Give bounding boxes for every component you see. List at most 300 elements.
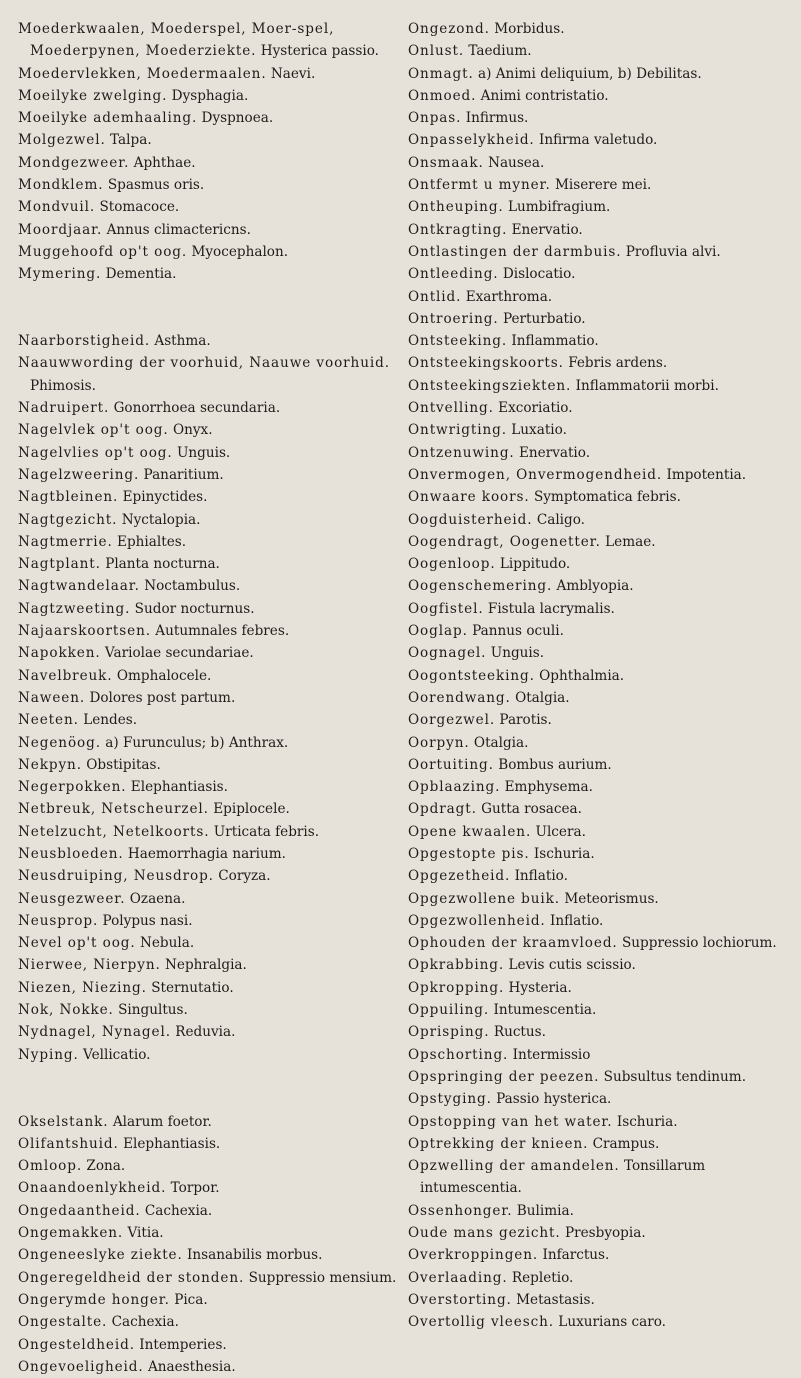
dictionary-entry: [18, 709, 398, 731]
entry-latin: Otalgia.: [473, 734, 529, 751]
entry-latin: Morbidus.: [494, 21, 565, 37]
dictionary-entry: [18, 486, 398, 508]
entry-latin: Taedium.: [468, 43, 532, 60]
dictionary-entry: [18, 1111, 398, 1133]
entry-latin: Ulcera.: [535, 823, 586, 840]
entry-latin: Enervatio.: [518, 444, 591, 461]
entry-term: Ongevoeligheid.: [18, 1358, 144, 1375]
dictionary-entry: [408, 419, 793, 441]
entry-term: Moeilyke zwelging.: [18, 87, 168, 104]
entry-latin: Omphalocele.: [116, 667, 212, 684]
dictionary-entry: [408, 330, 793, 352]
entry-term: Opstyging.: [408, 1091, 492, 1108]
entry-term: Mondklem.: [18, 177, 104, 194]
entry-term: Opkropping.: [408, 979, 505, 996]
dictionary-entry: [408, 1111, 793, 1133]
entry-term: Onmagt.: [408, 65, 474, 82]
entry-latin: Intermissio: [512, 1046, 591, 1063]
dictionary-entry: [408, 1222, 793, 1244]
entry-latin: Ophthalmia.: [539, 667, 625, 684]
entry-term: Opdragt.: [408, 801, 477, 818]
dictionary-entry: [408, 642, 793, 664]
entry-latin: Ozaena.: [129, 890, 186, 907]
entry-latin: Talpa.: [110, 132, 152, 149]
dictionary-entry: [18, 1133, 398, 1155]
entry-term: Moordjaar.: [18, 221, 103, 238]
dictionary-entry: [408, 977, 793, 999]
entry-term: Ontsteekingsziekten.: [408, 377, 572, 394]
entry-latin: Asthma.: [154, 333, 211, 350]
entry-latin: Planta nocturna.: [105, 556, 220, 573]
entry-term: Nierwee, Nierpyn.: [18, 957, 161, 974]
dictionary-entry: [408, 531, 793, 553]
dictionary-entry: [408, 709, 793, 731]
entry-latin: Subsultus tendinum.: [603, 1068, 747, 1085]
dictionary-entry: [408, 1133, 793, 1155]
entry-latin: Elephantiasis.: [130, 779, 228, 796]
dictionary-entry: [408, 754, 793, 776]
dictionary-entry: [18, 241, 398, 263]
entry-latin: Intemperies.: [139, 1336, 227, 1353]
section-gap: [18, 1066, 398, 1111]
entry-term: Ontvelling.: [408, 400, 494, 417]
dictionary-entry: [408, 553, 793, 575]
entry-term: Najaarskoortsen.: [18, 623, 151, 640]
dictionary-entry: [18, 442, 398, 464]
entry-term: Nagelvlies op't oog.: [18, 444, 173, 461]
entry-latin: Fistula lacrymalis.: [487, 600, 615, 617]
entry-latin: Animi contristatio.: [480, 87, 609, 104]
entry-term: Moedervlekken, Moedermaalen.: [18, 65, 267, 82]
entry-latin: Variolae secundariae.: [104, 645, 254, 662]
dictionary-entry: [18, 1044, 398, 1066]
dictionary-entry: [408, 687, 793, 709]
dictionary-entry: [18, 620, 398, 642]
entry-latin: Anaesthesia.: [147, 1358, 236, 1375]
entry-latin: Annus climactericns.: [106, 221, 251, 238]
dictionary-entry: [408, 843, 793, 865]
entry-latin: Bombus aurium.: [498, 756, 612, 773]
dictionary-entry: [18, 1177, 398, 1199]
entry-latin: Perturbatio.: [502, 310, 586, 327]
entry-term: Onlust.: [408, 43, 465, 60]
dictionary-entry: [18, 1311, 398, 1333]
dictionary-entry: [408, 1155, 793, 1200]
entry-latin: Amblyopia.: [556, 578, 634, 595]
entry-latin: Bulimia.: [516, 1202, 574, 1219]
dictionary-entry: [18, 18, 398, 63]
entry-term: Ontlid.: [408, 288, 462, 305]
entry-latin: Caligo.: [536, 511, 585, 528]
entry-term: Negenöog.: [18, 734, 101, 751]
entry-latin: Inflatio.: [549, 912, 604, 929]
dictionary-entry: [408, 776, 793, 798]
dictionary-entry: [408, 1267, 793, 1289]
dictionary-entry: [18, 1289, 398, 1311]
dictionary-entry: [408, 1088, 793, 1110]
entry-term: Nagtmerrie.: [18, 533, 113, 550]
entry-term: Ophouden der kraamvloed.: [408, 935, 618, 952]
entry-term: Oogendragt, Oogenetter.: [408, 533, 601, 550]
entry-term: Nagtbleinen.: [18, 489, 119, 506]
entry-term: Netelzucht, Netelkoorts.: [18, 823, 210, 840]
dictionary-entry: [408, 1311, 793, 1333]
entry-term: Ongezond.: [408, 21, 490, 37]
entry-term: Oprisping.: [408, 1024, 490, 1041]
entry-term: Ontwrigting.: [408, 422, 507, 439]
entry-term: Overlaading.: [408, 1269, 508, 1286]
entry-latin: Exarthroma.: [465, 288, 553, 305]
right-column: [408, 18, 793, 1334]
entry-latin: Nebula.: [139, 935, 195, 952]
entry-latin: Pica.: [174, 1291, 208, 1308]
dictionary-entry: [408, 196, 793, 218]
dictionary-entry: [408, 598, 793, 620]
dictionary-entry: [18, 352, 398, 397]
dictionary-entry: [408, 85, 793, 107]
entry-latin: Alarum foetor.: [112, 1113, 212, 1130]
entry-latin: Onyx.: [172, 422, 213, 439]
entry-term: Optrekking der knieen.: [408, 1135, 589, 1152]
entry-latin: Epiplocele.: [213, 801, 290, 818]
dictionary-entry: [408, 375, 793, 397]
entry-latin: Crampus.: [592, 1135, 660, 1152]
entry-latin: Pannus oculi.: [472, 623, 564, 640]
dictionary-entry: [18, 1267, 398, 1289]
entry-term: Opgestopte pis.: [408, 845, 530, 862]
entry-term: Opstopping van het water.: [408, 1113, 613, 1130]
entry-term: Neusprop.: [18, 912, 99, 929]
entry-latin: Torpor.: [170, 1180, 220, 1197]
entry-term: Nekpyn.: [18, 756, 82, 773]
dictionary-entry: [18, 196, 398, 218]
entry-latin: Profluvia alvi.: [625, 243, 721, 260]
dictionary-entry: [18, 397, 398, 419]
entry-term: Nyping.: [18, 1046, 79, 1063]
entry-term: Oorgezwel.: [408, 712, 496, 729]
entry-term: Moeilyke ademhaaling.: [18, 110, 198, 127]
entry-latin: Gonorrhoea secundaria.: [113, 400, 281, 417]
entry-term: Neusdruiping, Neusdrop.: [18, 868, 214, 885]
entry-latin: Symptomatica febris.: [533, 489, 681, 506]
entry-latin: Tonsillarum intumescentia.: [420, 1158, 706, 1197]
entry-term: Ontlastingen der darmbuis.: [408, 243, 622, 260]
entry-latin: Otalgia.: [515, 689, 570, 706]
entry-term: Ongeregeldheid der stonden.: [18, 1269, 245, 1286]
entry-term: Olifantshuid.: [18, 1135, 119, 1152]
entry-term: Oogfistel.: [408, 600, 484, 617]
entry-latin: Stomacoce.: [99, 199, 180, 216]
entry-term: Onwaare koors.: [408, 489, 530, 506]
entry-term: Ontfermt u myner.: [408, 177, 551, 194]
dictionary-entry: [408, 509, 793, 531]
entry-term: Naarborstigheid.: [18, 333, 151, 350]
dictionary-entry: [18, 798, 398, 820]
dictionary-entry: [408, 486, 793, 508]
entry-latin: Dysphagia.: [171, 87, 249, 104]
dictionary-entry: [18, 1244, 398, 1266]
entry-term: Molgezwel.: [18, 132, 106, 149]
entry-term: Opschorting.: [408, 1046, 509, 1063]
entry-term: Onsmaak.: [408, 154, 484, 171]
entry-term: Ongedaantheid.: [18, 1202, 141, 1219]
dictionary-entry: [408, 954, 793, 976]
entry-latin: Inflatio.: [514, 868, 568, 885]
entry-latin: Passio hysterica.: [496, 1091, 612, 1108]
entry-latin: Unguis.: [490, 645, 545, 662]
entry-latin: Sudor nocturnus.: [134, 600, 255, 617]
entry-term: Opspringing der peezen.: [408, 1068, 600, 1085]
dictionary-entry: [18, 1155, 398, 1177]
entry-term: Opkrabbing.: [408, 957, 505, 974]
dictionary-entry: [18, 954, 398, 976]
entry-term: Omloop.: [18, 1158, 83, 1175]
dictionary-entry: [408, 910, 793, 932]
dictionary-entry: [408, 1021, 793, 1043]
entry-latin: Meteorismus.: [564, 890, 659, 907]
entry-latin: a) Animi deliquium, b) Debilitas.: [478, 65, 702, 82]
entry-latin: Ischuria.: [533, 845, 595, 862]
dictionary-entry: [408, 932, 793, 954]
entry-term: Niezen, Niezing.: [18, 979, 147, 996]
entry-latin: Zona.: [86, 1158, 126, 1175]
dictionary-entry: [18, 821, 398, 843]
entry-term: Ossenhonger.: [408, 1202, 513, 1219]
entry-latin: Myocephalon.: [191, 243, 289, 260]
left-column: [18, 18, 398, 1378]
entry-term: Opzwelling der amandelen.: [408, 1158, 620, 1175]
dictionary-entry: [408, 63, 793, 85]
entry-term: Mymering.: [18, 266, 102, 283]
dictionary-entry: [408, 397, 793, 419]
entry-latin: Parotis.: [499, 712, 552, 729]
entry-term: Netbreuk, Netscheurzel.: [18, 801, 209, 818]
entry-term: Ontsteeking.: [408, 333, 508, 350]
entry-latin: Nausea.: [488, 154, 545, 171]
entry-latin: Hysterica passio.: [260, 43, 379, 60]
entry-latin: Lendes.: [83, 712, 138, 729]
entry-latin: Elephantiasis.: [123, 1135, 221, 1152]
entry-term: Ontheuping.: [408, 199, 504, 216]
dictionary-entry: [18, 888, 398, 910]
entry-term: Oppuiling.: [408, 1002, 490, 1019]
entry-latin: Vellicatio.: [83, 1046, 151, 1063]
entry-term: Overstorting.: [408, 1291, 512, 1308]
entry-latin: Obstipitas.: [86, 756, 161, 773]
entry-latin: Epinyctides.: [122, 489, 208, 506]
entry-latin: Infirma valetudo.: [538, 132, 658, 149]
entry-term: Ontsteekingskoorts.: [408, 355, 564, 372]
entry-latin: Luxatio.: [511, 422, 567, 439]
dictionary-entry: [18, 598, 398, 620]
entry-latin: Sternutatio.: [151, 979, 234, 996]
dictionary-entry: [408, 286, 793, 308]
dictionary-entry: [408, 798, 793, 820]
entry-latin: Reduvia.: [175, 1024, 236, 1041]
entry-latin: Ructus.: [493, 1024, 546, 1041]
entry-latin: Ephialtes.: [117, 533, 187, 550]
entry-term: Muggehoofd op't oog.: [18, 243, 188, 260]
entry-latin: Spasmus oris.: [107, 177, 205, 194]
entry-term: Ontleeding.: [408, 266, 499, 283]
entry-term: Oognagel.: [408, 645, 487, 662]
entry-latin: Dementia.: [105, 266, 177, 283]
dictionary-entry: [408, 219, 793, 241]
entry-term: Onvermogen, Onvermogendheid.: [408, 466, 663, 483]
entry-latin: Nephralgia.: [165, 957, 247, 974]
entry-latin: Insanabilis morbus.: [187, 1247, 323, 1264]
entry-latin: Metastasis.: [516, 1291, 595, 1308]
entry-latin: Autumnales febres.: [155, 623, 290, 640]
entry-term: Nydnagel, Nynagel.: [18, 1024, 171, 1041]
dictionary-entry: [18, 776, 398, 798]
dictionary-entry: [18, 531, 398, 553]
entry-latin: Unguis.: [176, 444, 231, 461]
entry-latin: Emphysema.: [504, 779, 593, 796]
dictionary-entry: [408, 40, 793, 62]
dictionary-entry: [408, 263, 793, 285]
dictionary-entry: [18, 575, 398, 597]
entry-term: Overkroppingen.: [408, 1247, 539, 1264]
entry-latin: Infirmus.: [465, 110, 529, 127]
entry-term: Ontkragting.: [408, 221, 508, 238]
dictionary-entry: [18, 85, 398, 107]
dictionary-entry: [408, 821, 793, 843]
dictionary-entry: [408, 152, 793, 174]
dictionary-entry: [408, 732, 793, 754]
dictionary-entry: [408, 18, 793, 40]
entry-latin: Inflammatio.: [511, 333, 599, 350]
dictionary-entry: [18, 977, 398, 999]
entry-latin: Vitia.: [127, 1225, 164, 1242]
entry-latin: Infarctus.: [542, 1247, 610, 1264]
entry-latin: Urticata febris.: [213, 823, 320, 840]
entry-term: Oogontsteeking.: [408, 667, 535, 684]
entry-term: Nagelzweering.: [18, 466, 140, 483]
entry-term: Oortuiting.: [408, 756, 494, 773]
entry-term: Okselstank.: [18, 1113, 109, 1130]
entry-latin: Repletio.: [511, 1269, 574, 1286]
dictionary-entry: [18, 152, 398, 174]
dictionary-entry: [18, 174, 398, 196]
dictionary-entry: [408, 620, 793, 642]
dictionary-entry: [18, 754, 398, 776]
dictionary-entry: [18, 1200, 398, 1222]
dictionary-entry: [408, 1244, 793, 1266]
entry-term: Nagtgezicht.: [18, 511, 118, 528]
entry-latin: Gutta rosacea.: [481, 801, 582, 818]
entry-term: Ongestalte.: [18, 1314, 108, 1331]
dictionary-entry: [408, 1289, 793, 1311]
entry-term: Oorendwang.: [408, 689, 511, 706]
dictionary-entry: [408, 1044, 793, 1066]
entry-latin: a) Furunculus; b) Anthrax.: [105, 734, 289, 751]
entry-latin: Suppressio lochiorum.: [621, 935, 777, 952]
dictionary-entry: [408, 665, 793, 687]
dictionary-entry: [408, 575, 793, 597]
dictionary-entry: [18, 1222, 398, 1244]
entry-term: Nevel op't oog.: [18, 935, 136, 952]
entry-term: Oogenloop.: [408, 556, 496, 573]
entry-term: Nok, Nokke.: [18, 1002, 114, 1019]
entry-term: Oogduisterheid.: [408, 511, 533, 528]
section-gap: [18, 286, 398, 331]
entry-latin: Presbyopia.: [564, 1225, 646, 1242]
entry-term: Opblaazing.: [408, 779, 501, 796]
dictionary-entry: [18, 932, 398, 954]
entry-latin: Excoriatio.: [498, 400, 573, 417]
entry-latin: Dolores post partum.: [89, 689, 236, 706]
dictionary-entry: [18, 419, 398, 441]
entry-term: Ontroering.: [408, 310, 499, 327]
dictionary-entry: [18, 553, 398, 575]
dictionary-entry: [18, 107, 398, 129]
entry-term: Neusgezweer.: [18, 890, 126, 907]
entry-latin: Cachexia.: [144, 1202, 213, 1219]
entry-latin: Suppressio mensium.: [248, 1269, 397, 1286]
entry-latin: Levis cutis scissio.: [508, 957, 636, 974]
dictionary-entry: [18, 1334, 398, 1356]
entry-latin: Panaritium.: [143, 466, 224, 483]
entry-latin: Enervatio.: [511, 221, 583, 238]
entry-term: Oogenschemering.: [408, 578, 553, 595]
entry-latin: Nyctalopia.: [121, 511, 201, 528]
entry-term: Neeten.: [18, 712, 79, 729]
entry-term: Opgezwollene buik.: [408, 890, 560, 907]
entry-latin: Lippitudo.: [499, 556, 571, 573]
entry-term: Naauwwording der voorhuid, Naauwe voorhuid.: [18, 355, 390, 372]
entry-latin: Naevi.: [270, 65, 316, 82]
entry-term: Ongeneeslyke ziekte.: [18, 1247, 183, 1264]
dictionary-entry: [408, 464, 793, 486]
dictionary-entry: [18, 464, 398, 486]
entry-latin: Dislocatio.: [502, 266, 576, 283]
dictionary-entry: [18, 665, 398, 687]
entry-latin: Coryza.: [218, 868, 271, 885]
dictionary-entry: [408, 865, 793, 887]
entry-latin: Dyspnoea.: [201, 110, 274, 127]
entry-latin: Miserere mei.: [555, 177, 652, 194]
dictionary-entry: [408, 174, 793, 196]
entry-latin: Ischuria.: [616, 1113, 678, 1130]
entry-term: Nadruipert.: [18, 400, 110, 417]
dictionary-entry: [18, 509, 398, 531]
dictionary-entry: [408, 352, 793, 374]
entry-term: Neusbloeden.: [18, 845, 124, 862]
entry-latin: Inflammatorii morbi.: [575, 377, 719, 394]
dictionary-entry: [408, 1200, 793, 1222]
entry-latin: Impotentia.: [666, 466, 747, 483]
entry-term: Nagtplant.: [18, 556, 101, 573]
entry-latin: Intumescentia.: [493, 1002, 597, 1019]
entry-latin: Febris ardens.: [568, 355, 668, 372]
entry-latin: Phimosis.: [30, 377, 96, 394]
entry-term: Negerpokken.: [18, 779, 127, 796]
dictionary-entry: [18, 63, 398, 85]
entry-latin: Aphthae.: [133, 154, 196, 171]
entry-latin: Luxurians caro.: [558, 1314, 666, 1331]
entry-term: Ongemakken.: [18, 1225, 124, 1242]
dictionary-entry: [18, 219, 398, 241]
dictionary-entry: [408, 999, 793, 1021]
entry-term: Ongesteldheid.: [18, 1336, 135, 1353]
dictionary-entry: [408, 107, 793, 129]
dictionary-entry: [18, 910, 398, 932]
entry-latin: Hysteria.: [508, 979, 572, 996]
entry-term: Nagtzweeting.: [18, 600, 131, 617]
entry-term: Ongerymde honger.: [18, 1291, 170, 1308]
dictionary-entry: [18, 1021, 398, 1043]
